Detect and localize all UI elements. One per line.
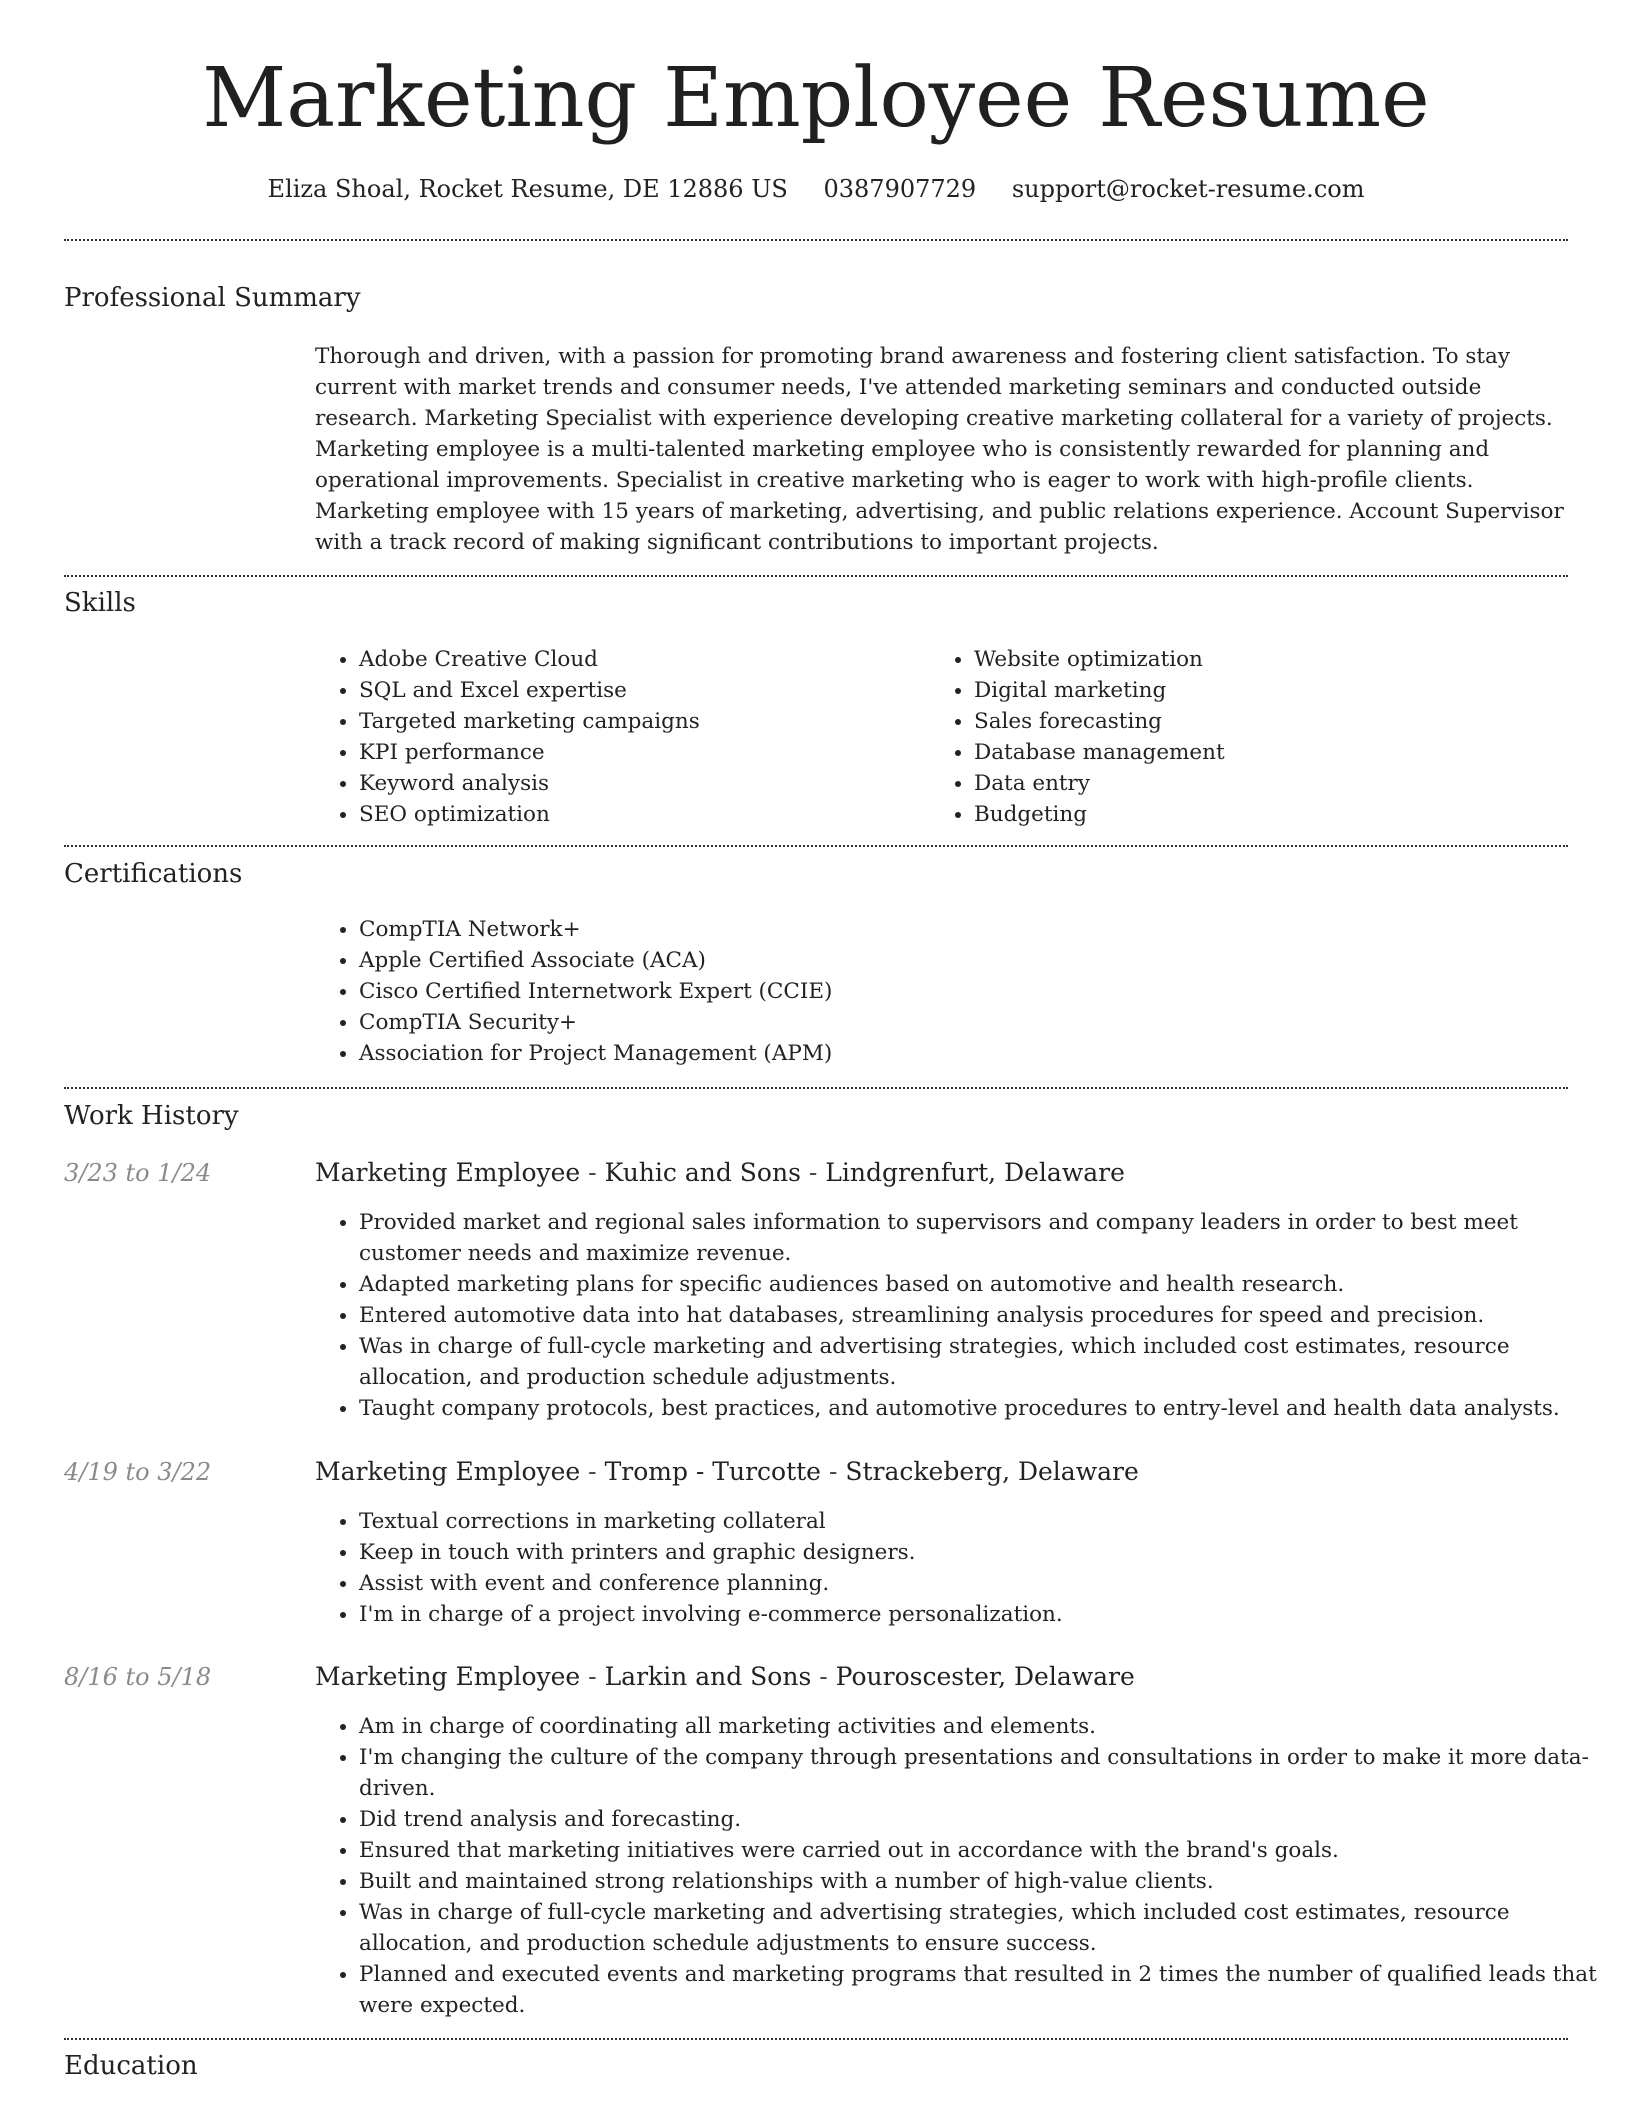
job-dates: 8/16 to 5/18 — [64, 1663, 212, 1691]
contact-email: support@rocket-resume.com — [1011, 175, 1365, 203]
job-location: Strackeberg, Delaware — [845, 1457, 1139, 1486]
job-bullet: • Assist with event and conference planning. — [359, 1568, 1614, 1599]
job-bullet: • Did trend analysis and forecasting. — [359, 1804, 1614, 1835]
job-bullet: • Taught company protocols, best practices, and automotive procedures to entry-level and health data analysts. — [359, 1393, 1614, 1424]
job-bullet: • Planned and executed events and marketing programs that resulted in 2 times the number of qualified leads that were expected. — [359, 1959, 1614, 2021]
job-company: Kuhic and Sons — [604, 1158, 801, 1187]
summary-text: Thorough and driven, with a passion for promoting brand awareness and fostering client satisfaction. To stay current with market trends and consumer needs, I've attended marketing seminars and conducted outside research. Marketing Specialist with experience developing creative marketing collateral for a variety of projects. Marketing employee is a multi-talented marketing employee who is consistently rewarded for planning and operational improvements. Specialist in creative marketing who is eager to work with high-profile clients. Marketing employee with 15 years of marketing, advertising, and public relations experience. Account Supervisor with a track record of making significant contributions to important projects. — [315, 344, 1564, 555]
skill-item: • Data entry — [974, 768, 1574, 799]
contact-address: Eliza Shoal, Rocket Resume, DE 12886 US — [267, 175, 788, 203]
skills-list-left — [315, 644, 919, 830]
divider — [64, 845, 1568, 847]
job-bullet: • Ensured that marketing initiatives were carried out in accordance with the brand's goals. — [359, 1835, 1614, 1866]
job-title: Marketing Employee - Kuhic and Sons - Lindgrenfurt, Delaware — [315, 1158, 1125, 1187]
job-bullet: • Built and maintained strong relationships with a number of high-value clients. — [359, 1866, 1614, 1897]
skill-item: • SEO optimization — [359, 799, 919, 830]
certification-item: • CompTIA Network+ — [359, 914, 1559, 945]
skill-item: • Adobe Creative Cloud — [359, 644, 919, 675]
skill-item: • Sales forecasting — [974, 706, 1574, 737]
contact-phone: 0387907729 — [823, 175, 977, 203]
job-bullet: • I'm in charge of a project involving e-commerce personalization. — [359, 1599, 1614, 1630]
skill-item: • Website optimization — [974, 644, 1574, 675]
job-company: Tromp - Turcotte — [604, 1457, 821, 1486]
job-role: Marketing Employee — [315, 1457, 581, 1486]
skills-list-right — [930, 644, 1574, 830]
job-bullets — [315, 1207, 1614, 1424]
skill-item: • KPI performance — [359, 737, 919, 768]
skill-item: • SQL and Excel expertise — [359, 675, 919, 706]
divider — [64, 239, 1568, 241]
job-bullet: • Was in charge of full-cycle marketing and advertising strategies, which included cost estimates, resource allocation, and production schedule adjustments. — [359, 1331, 1614, 1393]
job-bullet: • Was in charge of full-cycle marketing and advertising strategies, which included cost estimates, resource allocation, and production schedule adjustments to ensure success. — [359, 1897, 1614, 1959]
job-dates: 4/19 to 3/22 — [64, 1458, 212, 1486]
job-bullets — [315, 1506, 1614, 1630]
certification-item: • Association for Project Management (APM) — [359, 1038, 1559, 1069]
job-location: Lindgrenfurt, Delaware — [825, 1158, 1125, 1187]
job-role: Marketing Employee — [315, 1158, 581, 1187]
section-heading-work-history: Work History — [64, 1101, 239, 1131]
job-company: Larkin and Sons — [604, 1662, 812, 1691]
page-title: Marketing Employee Resume — [202, 51, 1430, 146]
job-bullet: • Adapted marketing plans for specific audiences based on automotive and health research. — [359, 1269, 1614, 1300]
skill-item: • Targeted marketing campaigns — [359, 706, 919, 737]
divider — [64, 575, 1568, 577]
job-title: Marketing Employee - Tromp - Turcotte - Strackeberg, Delaware — [315, 1457, 1139, 1486]
section-heading-skills: Skills — [64, 588, 136, 618]
section-heading-certifications: Certifications — [64, 859, 243, 889]
skill-item: • Database management — [974, 737, 1574, 768]
skill-item: • Budgeting — [974, 799, 1574, 830]
certification-item: • Apple Certified Associate (ACA) — [359, 945, 1559, 976]
job-bullets — [315, 1711, 1614, 2021]
job-bullet: • Provided market and regional sales information to supervisors and company leaders in order to best meet customer needs and maximize revenue. — [359, 1207, 1614, 1269]
job-location: Pouroscester, Delaware — [835, 1662, 1135, 1691]
job-title: Marketing Employee - Larkin and Sons - Pouroscester, Delaware — [315, 1662, 1135, 1691]
job-bullet: • Keep in touch with printers and graphic designers. — [359, 1537, 1614, 1568]
contact-line — [0, 170, 1632, 208]
skill-item: • Digital marketing — [974, 675, 1574, 706]
job-bullet: • Am in charge of coordinating all marketing activities and elements. — [359, 1711, 1614, 1742]
job-role: Marketing Employee — [315, 1662, 581, 1691]
job-bullet: • Textual corrections in marketing collateral — [359, 1506, 1614, 1537]
certification-item: • Cisco Certified Internetwork Expert (CCIE) — [359, 976, 1559, 1007]
divider — [64, 2038, 1568, 2040]
job-bullet: • I'm changing the culture of the company through presentations and consultations in order to make it more data-driven. — [359, 1742, 1614, 1804]
section-heading-summary: Professional Summary — [64, 283, 361, 313]
job-bullet: • Entered automotive data into hat databases, streamlining analysis procedures for speed and precision. — [359, 1300, 1614, 1331]
section-heading-education: Education — [64, 2051, 198, 2081]
certification-item: • CompTIA Security+ — [359, 1007, 1559, 1038]
skill-item: • Keyword analysis — [359, 768, 919, 799]
certifications-list — [315, 914, 1559, 1069]
divider — [64, 1087, 1568, 1089]
job-dates: 3/23 to 1/24 — [64, 1159, 212, 1187]
